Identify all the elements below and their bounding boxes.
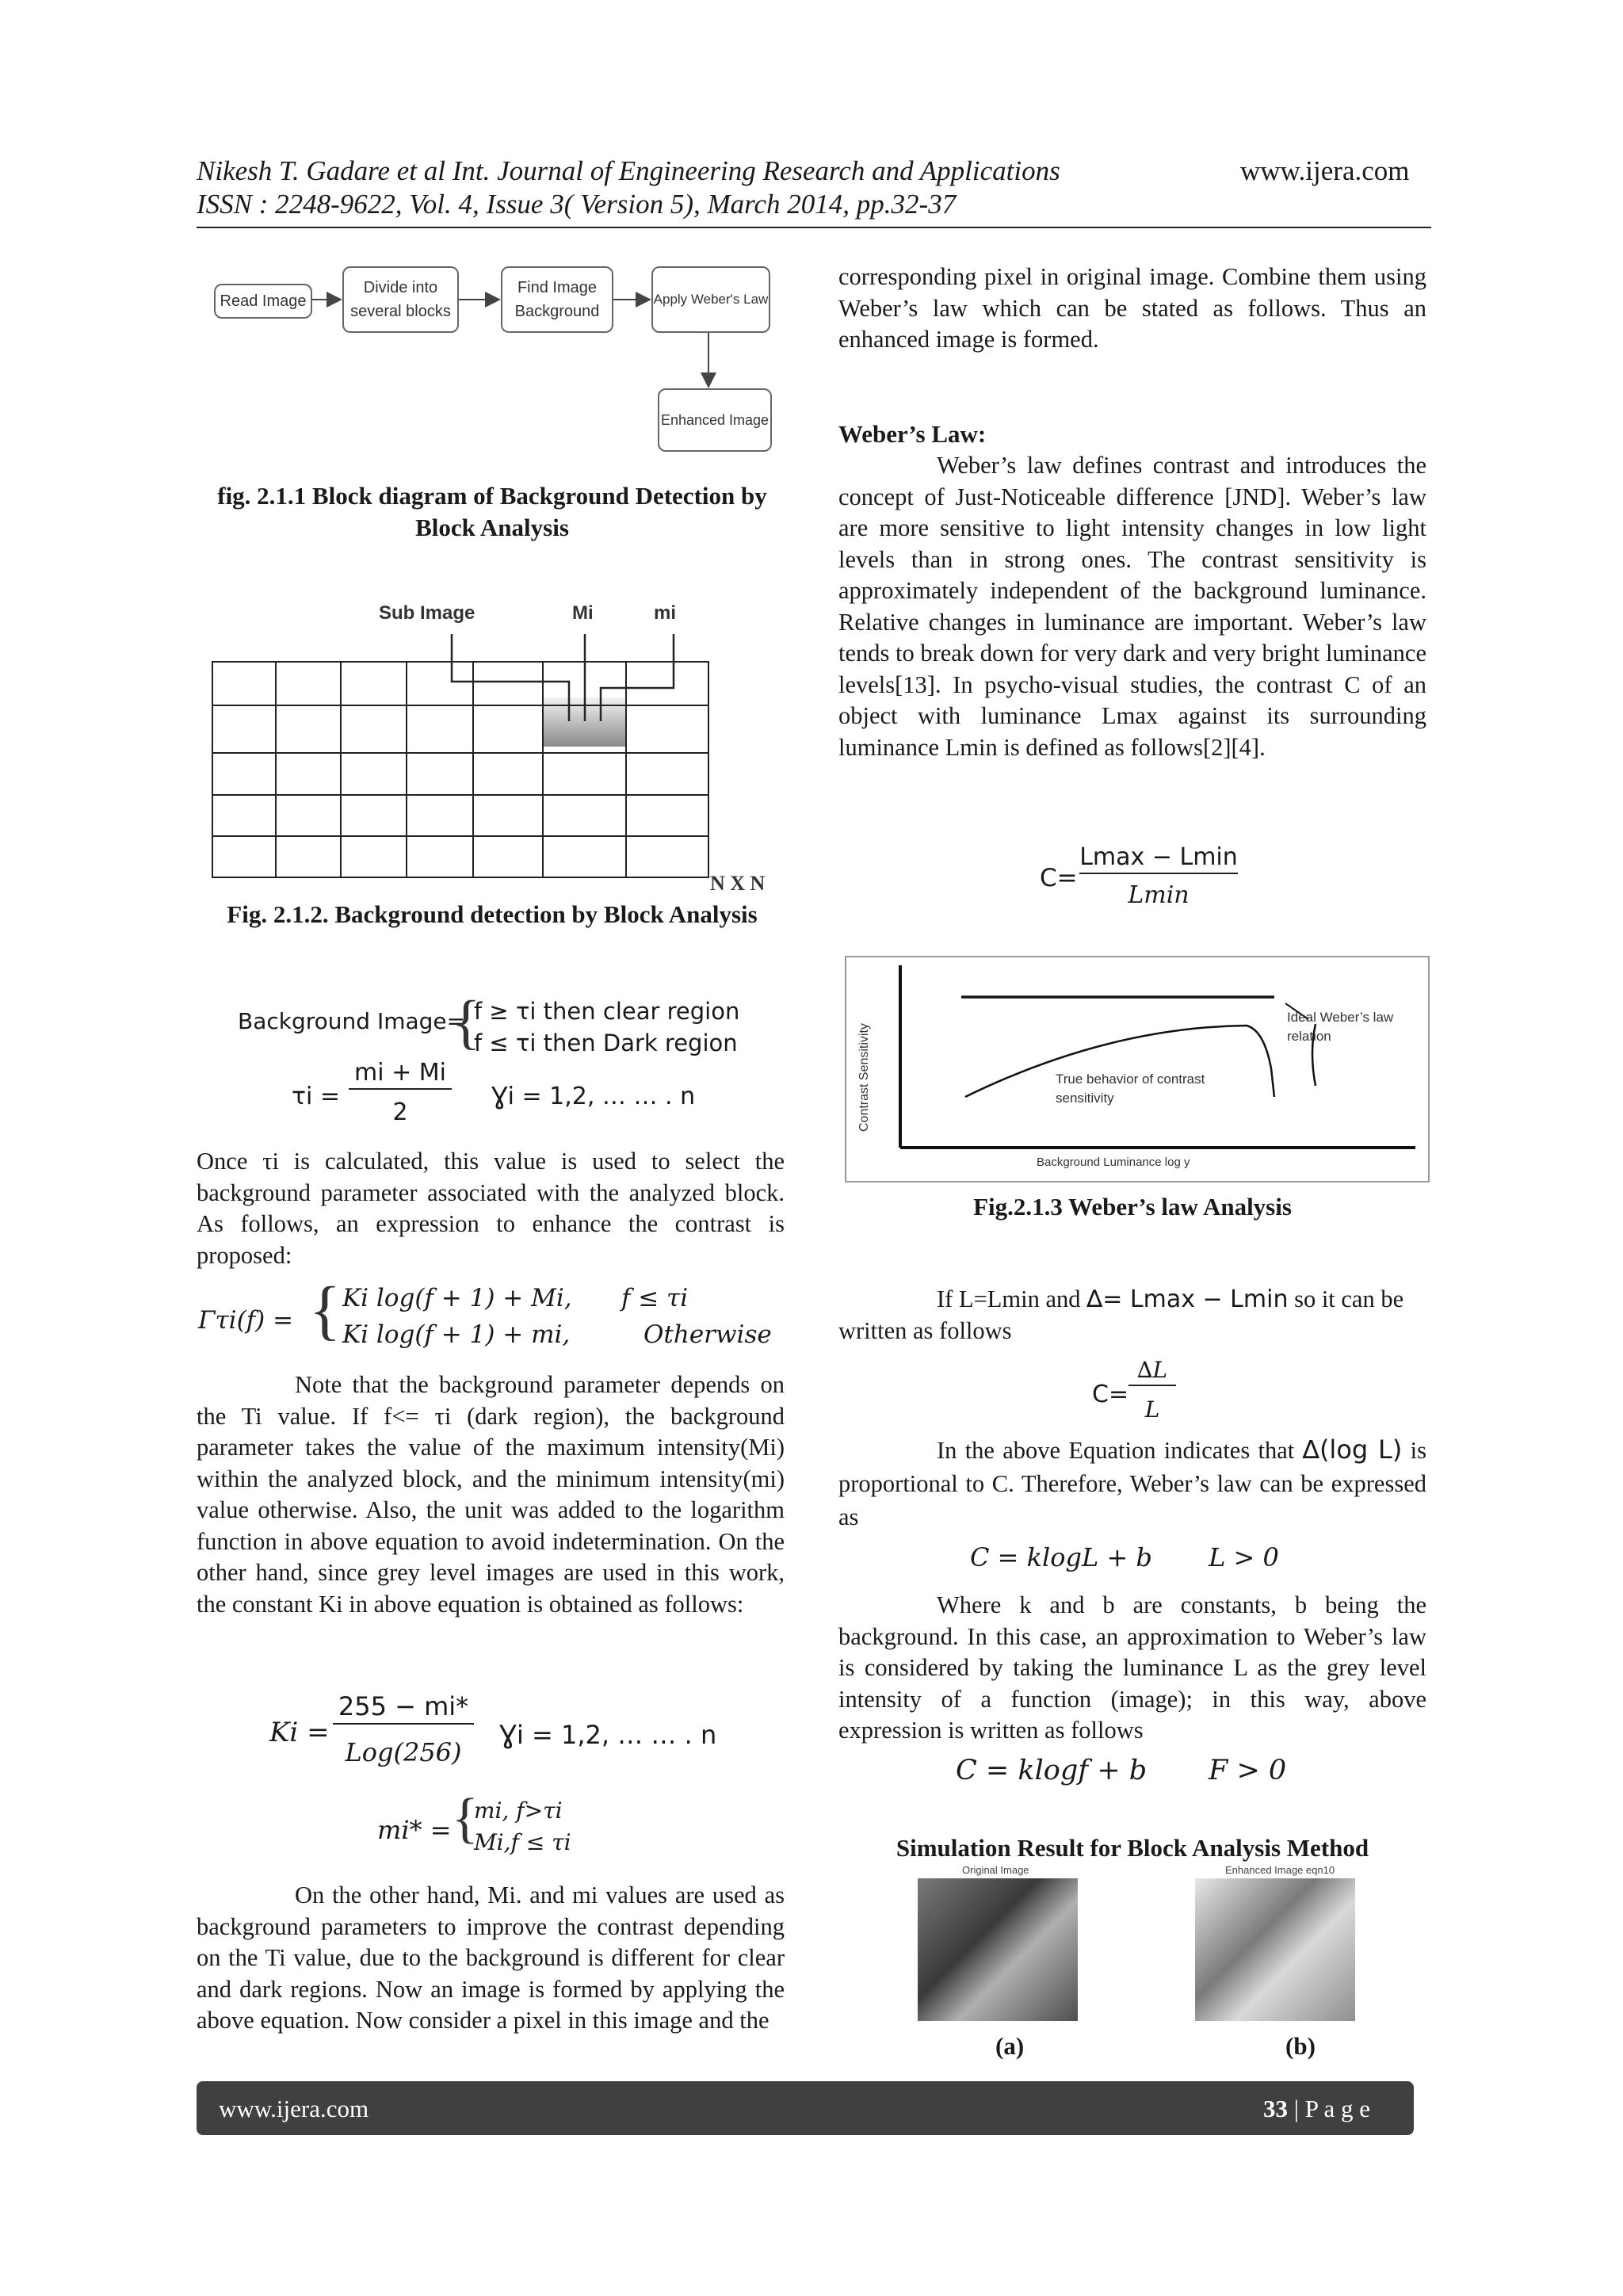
label-b: (b) [1285, 2032, 1316, 2060]
tau-index: Ɣi = 1,2, … … . n [491, 1083, 696, 1110]
left-paragraph-1: Once τi is calculated, this value is used to select the background parameter associated with the analyzed block. As follows, an expression to enhance the contrast is proposed: [197, 1148, 785, 1269]
left-paragraph-2: Note that the background parameter depends on the Ti value. If f<= τi (dark region), the background parameter takes the value of the maximum intensity(Mi) within the analyzed block, and the minimum intensity(mi) value otherwise. Also, the unit was added to the logarithm function in above equation to avoid indetermination. On the other hand, since grey level images are used in this work, the constant Ki in above equation is obtained as follows: [197, 1371, 785, 1618]
k-lhs: Ki = [269, 1717, 330, 1748]
simulation-heading: Simulation Result for Block Analysis Method [896, 1834, 1369, 1862]
mstar-brace: { [452, 1788, 479, 1849]
block-diagram [200, 252, 786, 466]
right-paragraph-2: Weber’s law defines contrast and introduces the concept of Just-Noticeable difference [JND]. Weber’s law are more sensitive to light intensity changes in low light levels than in strong ones. The contrast sensitivity is approximately independent of the background luminance. Relative changes in luminance are important. Weber’s law tends to break down for very dark and very bright luminance levels[13]. In psycho-visual studies, the contrast C of an object with luminance Lmax against its surrounding luminance Lmin is defined as follows[2][4]. [838, 452, 1426, 761]
k-index: Ɣi = 1,2, … … . n [499, 1720, 717, 1750]
enhanced-image [1195, 1878, 1355, 2021]
original-image [918, 1878, 1078, 2021]
tau-numerator: mi + Mi [349, 1059, 452, 1090]
bg-condition-1: f ≥ τi then clear region [474, 998, 740, 1025]
right-paragraph-5: Where k and b are constants, b being the background. In this case, an approximation to Weber’s law is considered by taking the luminance L as the grey level intensity of a function (image); in this way, above expression is written as follows [838, 1591, 1426, 1744]
k-denominator: Log(256) [345, 1737, 462, 1767]
original-image-title: Original Image [962, 1864, 1029, 1876]
min-intensity-label: mi [654, 602, 677, 624]
enhanced-image-box: Enhanced Image [658, 388, 772, 452]
true-behavior-label: True behavior of contrast sensitivity [1056, 1072, 1205, 1106]
apply-weber-box: Apply Weber's Law [651, 266, 770, 333]
gamma-lhs: Γτi(f) = [198, 1306, 294, 1335]
sub-image-label: Sub Image [379, 602, 475, 624]
issn-line: ISSN : 2248-9622, Vol. 4, Issue 3( Version 5), March 2014, pp.32-37 [197, 189, 957, 220]
left-paragraph-3: On the other hand, Mi. and mi values are used as background parameters to improve the contrast depending on the Ti value, due to the background is different for clear and dark regions. Now an image is formed by applying the above equation. Now consider a pixel in this image and the [197, 1881, 785, 2034]
tau-lhs: τi = [292, 1083, 341, 1110]
weber-chart [845, 956, 1430, 1182]
delta-denominator: L [1144, 1396, 1160, 1423]
contrast-lhs: C= [1040, 864, 1078, 892]
gamma-case-2: Ki log(f + 1) + mi, [342, 1320, 571, 1349]
read-image-box: Read Image [214, 284, 312, 319]
weber-heading: Weber’s Law: [838, 420, 987, 448]
bg-image-lhs: Background Image= [238, 1008, 466, 1034]
gamma-case-1: Ki log(f + 1) + Mi, [342, 1284, 572, 1312]
contrast-denominator: Lmin [1128, 881, 1190, 909]
max-intensity-label: Mi [572, 602, 594, 624]
gamma-brace: { [309, 1274, 342, 1347]
mstar-lhs: mi* = [377, 1815, 452, 1845]
delta-numerator: ∆L [1128, 1357, 1176, 1386]
grid-figure [206, 594, 792, 904]
gamma-cond-2: Otherwise [643, 1320, 772, 1349]
left-brace: { [452, 989, 481, 1056]
chart-y-label: Contrast Sensitivity [857, 1023, 871, 1132]
chart-x-label: Background Luminance log y [1037, 1156, 1190, 1169]
fig3-caption: Fig.2.1.3 Weber’s law Analysis [973, 1193, 1292, 1221]
fig1-caption: fig. 2.1.1 Block diagram of Background Detection by Block Analysis [217, 482, 767, 541]
contrast-numerator: Lmax − Lmin [1079, 843, 1238, 874]
header-rule [197, 227, 1431, 228]
delta-lhs: C= [1092, 1381, 1129, 1408]
header-site: www.ijera.com [1240, 155, 1410, 186]
mstar-case-2: Mi,f ≤ τi [474, 1829, 571, 1855]
page-number: 33 | P a g e [1263, 2095, 1371, 2122]
nxn-label: N X N [710, 872, 766, 895]
divide-blocks-box: Divide into several blocks [342, 266, 459, 333]
weber-log-equation: C = klogL + b L > 0 [970, 1542, 1279, 1572]
fig2-caption: Fig. 2.1.2. Background detection by Block Analysis [227, 900, 758, 928]
gamma-cond-1: f ≤ τi [621, 1284, 689, 1312]
tau-denominator: 2 [392, 1098, 408, 1126]
journal-title: Nikesh T. Gadare et al Int. Journal of Engineering Research and Applications [197, 155, 1060, 186]
footer-site: www.ijera.com [219, 2095, 369, 2122]
k-numerator: 255 − mi* [333, 1691, 474, 1725]
mstar-case-1: mi, f>τi [474, 1797, 563, 1824]
bg-condition-2: f ≤ τi then Dark region [474, 1030, 738, 1056]
label-a: (a) [995, 2032, 1025, 2060]
page-footer [197, 2081, 1414, 2135]
right-paragraph-1: corresponding pixel in original image. Combine them using Weber’s law which can be stated as follows. Thus an enhanced image is formed. [838, 263, 1426, 353]
enhanced-image-title: Enhanced Image eqn10 [1225, 1864, 1335, 1876]
ideal-weber-label: Ideal Weber’s law relation [1287, 1010, 1394, 1044]
weber-logf-equation: C = klogf + b F > 0 [956, 1755, 1287, 1786]
right-paragraph-4: In the above Equation indicates that ∆(log L) is proportional to C. Therefore, Weber’s law can be expressed as [838, 1435, 1426, 1530]
find-background-box: Find Image Background [501, 266, 613, 333]
right-paragraph-3: If L=Lmin and ∆= Lmax − Lmin so it can be written as follows [838, 1286, 1404, 1344]
